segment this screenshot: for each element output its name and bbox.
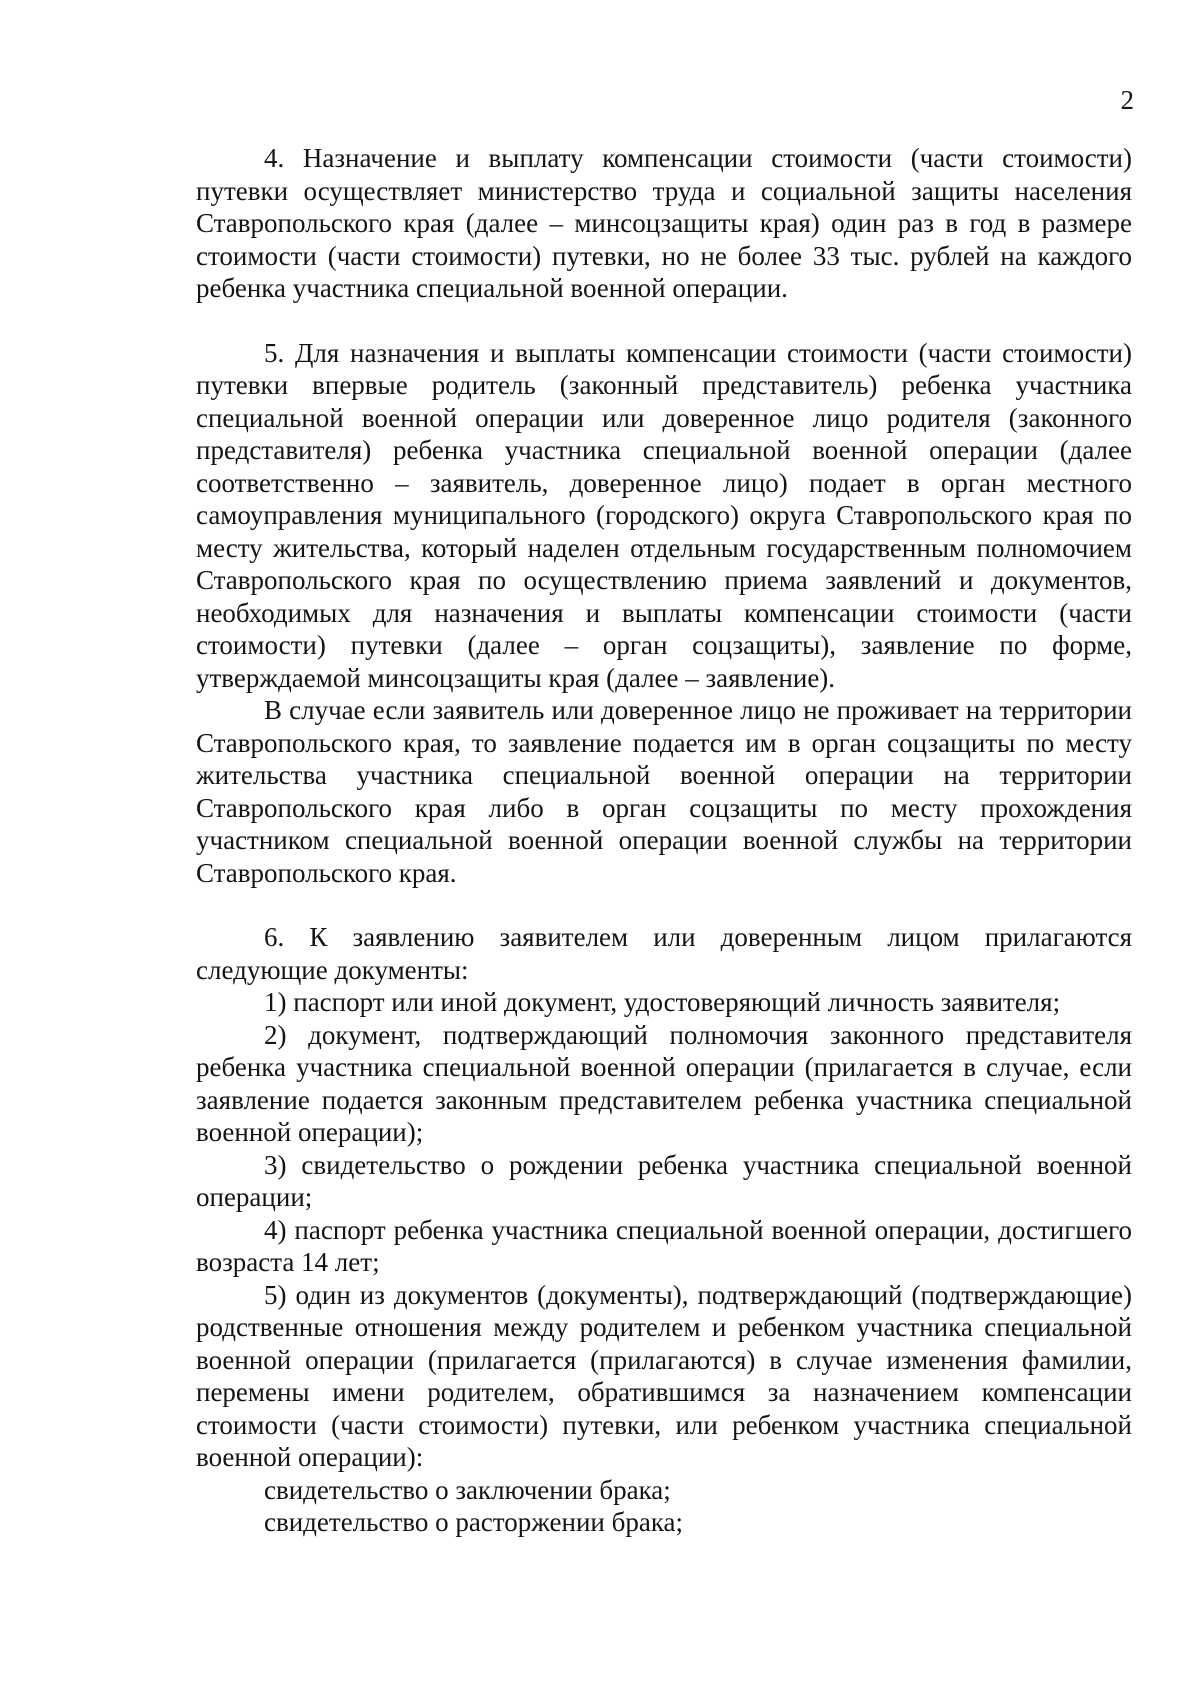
paragraph-4: 4. Назначение и выплату компенсации стоимости (части стоимости) путевки осуществляет министерство труда и социальной защиты населения Ставропольского края (далее – минсоцзащиты края) один раз в год в размере стоимости (части стоимости) путевки, но не более 33 тыс. рублей на каждого ребенка участника специальной военной операции.	[196, 143, 1132, 303]
paragraph-6: 6. К заявлению заявителем или доверенным лицом прилагаются следующие документы:	[196, 922, 1132, 985]
sub-item-marriage-certificate: свидетельство о заключении брака;	[264, 1474, 671, 1505]
sub-item-divorce-certificate: свидетельство о расторжении брака;	[264, 1507, 684, 1537]
list-item-3: 3) свидетельство о рождении ребенка участника специальной военной операции;	[196, 1149, 1132, 1212]
paragraph-5-continuation: В случае если заявитель или доверенное лицо не проживает на территории Ставропольского края, то заявление подается им в орган соцзащиты по месту жительства участника специальной военной операции на территории Ставропольского края либо в орган соцзащиты по месту прохождения участником специальной военной операции военной службы на территории Ставропольского края.	[196, 695, 1132, 888]
list-item-1: 1) паспорт или иной документ, удостоверяющий личность заявителя;	[264, 987, 1061, 1017]
paragraph-5: 5. Для назначения и выплаты компенсации стоимости (части стоимости) путевки впервые родитель (законный представитель) ребенка участника специальной военной операции или доверенное лицо родителя (законного представителя) ребенка участника специальной военной операции (далее соответственно – заявитель, доверенное лицо) подает в орган местного самоуправления муниципального (городского) округа Ставропольского края по месту жительства, который наделен отдельным государственным полномочием Ставропольского края по осуществлению приема заявлений и документов, необходимых для назначения и выплаты компенсации стоимости (части стоимости) путевки (далее – орган соцзащиты), заявление по форме, утверждаемой минсоцзащиты края (далее – заявление).	[196, 337, 1132, 693]
document-body	[196, 142, 1132, 1539]
list-item-2: 2) документ, подтверждающий полномочия законного представителя ребенка участника специальной военной операции (прилагается в случае, если заявление подается законным представителем ребенка участника специальной военной операции);	[196, 1019, 1132, 1147]
list-item-5: 5) один из документов (документы), подтверждающий (подтверждающие) родственные отношения между родителем и ребенком участника специальной военной операции (прилагается (прилагаются) в случае изменения фамилии, перемены имени родителем, обратившимся за назначением компенсации стоимости (части стоимости) путевки, или ребенком участника специальной военной операции):	[196, 1279, 1132, 1472]
list-item-4: 4) паспорт ребенка участника специальной военной операции, достигшего возраста 14 лет;	[196, 1214, 1132, 1277]
page-number: 2	[1120, 85, 1134, 115]
